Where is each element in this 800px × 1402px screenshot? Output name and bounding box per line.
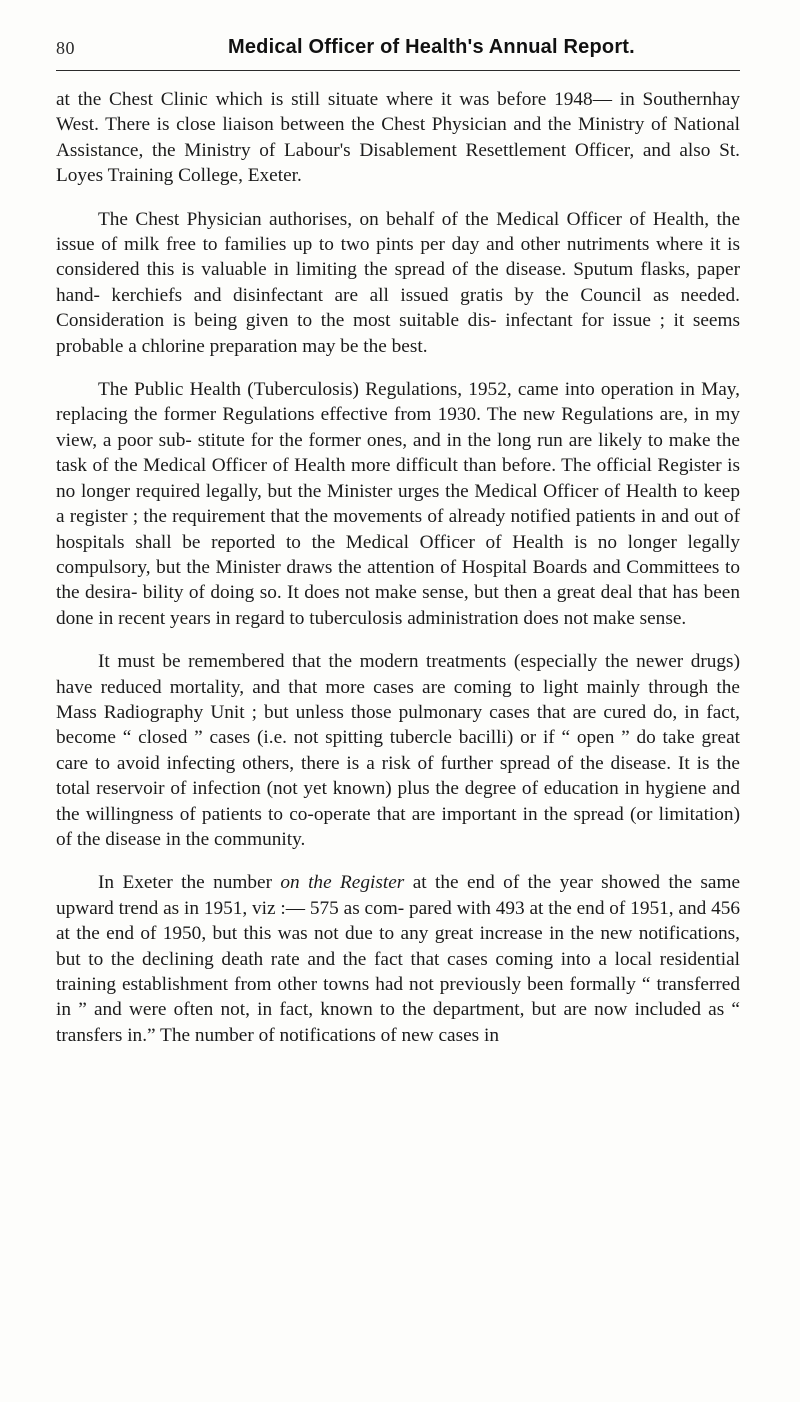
page-header: [56, 38, 740, 80]
header-rule: [56, 70, 740, 71]
paragraph-continuation: at the Chest Clinic which is still situate where it was before 1948— in Southernhay West. There is close liaison between the Chest Physician and the Ministry of National Assistance, the Ministry of Labour's Disablement Resettlement Officer, and also St. Loyes Training College, Exeter.: [56, 89, 740, 187]
register-text-italic: on the Register: [280, 872, 405, 894]
paragraph-regulations: The Public Health (Tuberculosis) Regulations, 1952, came into operation in May, replacing the former Regulations effective from 1930. The new Regulations are, in my view, a poor sub- stitute for the former ones, and in the long run are likely to make the task of the Medical Officer of Health more difficult than before. The official Register is no longer required legally, but the Minister urges the Medical Officer of Health to keep a register ; the requirement that the movements of already notified patients in and out of hospitals shall be reported to the Medical Officer of Health is no longer legally compulsory, but the Minister draws the attention of Hospital Boards and Committees to the desira- bility of doing so. It does not make sense, but then a great deal that has been done in recent years in regard to tuberculosis administration does not make sense.: [56, 379, 740, 629]
register-text-before: In Exeter the number: [98, 872, 281, 894]
paragraph-milk-issue: The Chest Physician authorises, on behalf of the Medical Officer of Health, the issue of milk free to families up to two pints per day and other nutriments where it is considered this is valuable in limiting the spread of the disease. Sputum flasks, paper hand- kerchiefs and disinfectant are all issued gratis by the Council as needed. Consideration is being given to the most suitable dis- infectant for issue ; it seems probable a chlorine preparation may be the best.: [56, 208, 740, 357]
register-text-after: at the end of the year showed the same upward trend as in 1951, viz :— 575 as com- pared with 493 at the end of 1951, and 456 at the end of 1950, but this was not due to any great increase in the new notifications, but to the declining death rate and the fact that cases coming into a local residential training establishment from other towns had not previously been formally “ transferred in ” and were often not, in fact, known to the department, but are now included as “ transfers in.” The number of notifications of new cases in: [56, 872, 741, 1046]
running-title: Medical Officer of Health's Annual Report.: [228, 36, 635, 58]
page-number: 80: [56, 38, 75, 58]
paragraph-modern-treatments: It must be remembered that the modern treatments (especially the newer drugs) have reduced mortality, and that more cases are coming to light mainly through the Mass Radiography Unit ; but unless those pulmonary cases that are cured do, in fact, become “ closed ” cases (i.e. not spitting tubercle bacilli) or if “ open ” do take great care to avoid infecting others, there is a risk of further spread of the disease. It is the total reservoir of infection (not yet known) plus the degree of education in hygiene and the willingness of patients to co-operate that are important in the spread (or limitation) of the disease in the community.: [56, 651, 740, 850]
paragraph-register-numbers: [56, 870, 740, 1048]
body-text: [56, 87, 740, 1066]
